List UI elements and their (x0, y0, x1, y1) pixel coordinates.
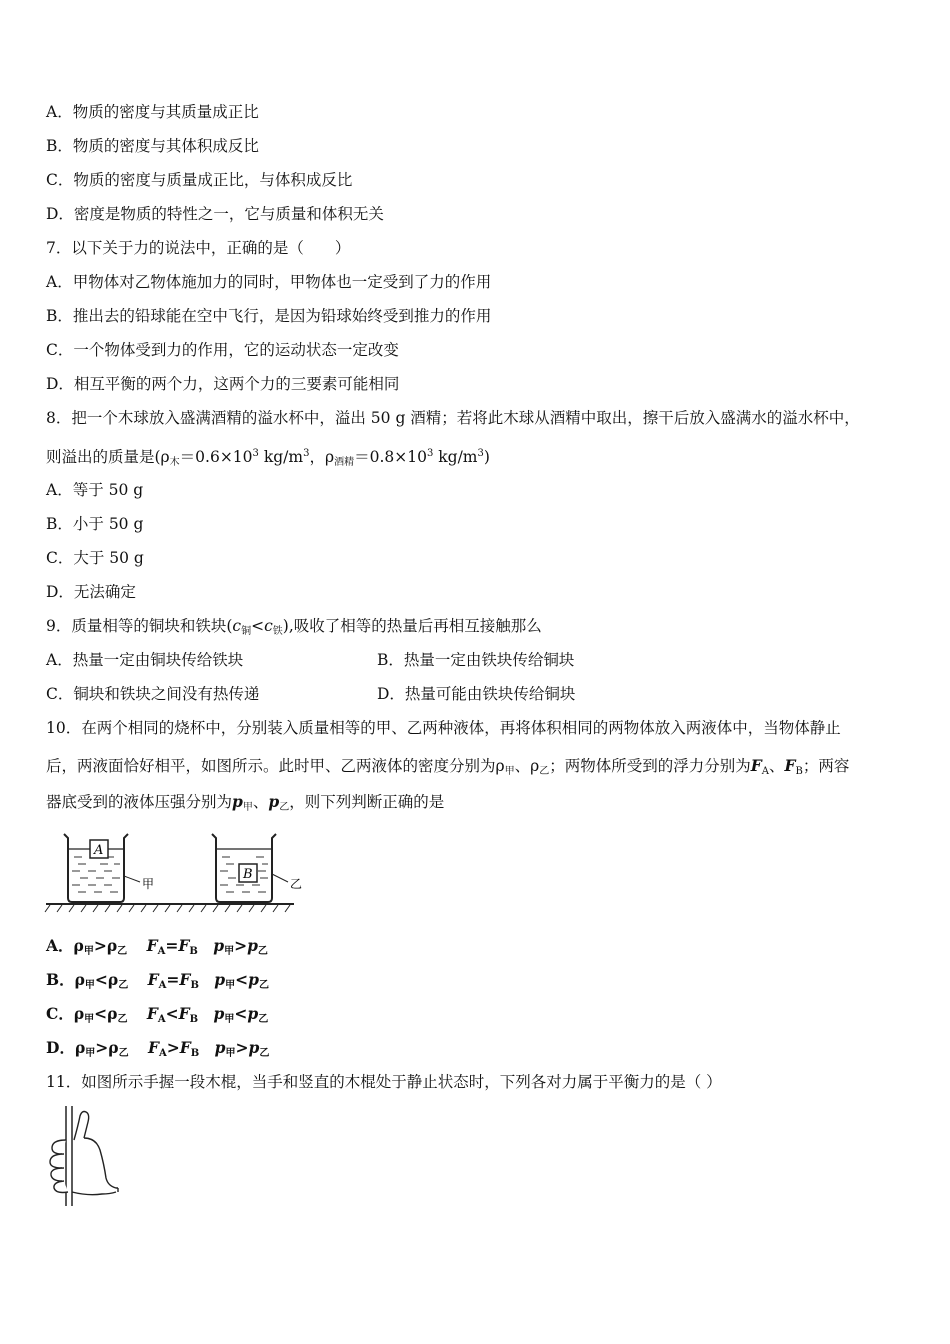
sub: 乙 (259, 1048, 270, 1059)
rho: ρ (74, 1038, 86, 1057)
operator: < (165, 1004, 179, 1023)
q10-sub: B (795, 766, 803, 777)
operator: < (235, 970, 249, 989)
pressure: p (214, 1038, 226, 1057)
force: F (147, 1038, 159, 1057)
q10-sub: A (761, 766, 770, 777)
sub: 甲 (84, 1014, 95, 1025)
option-label: C． (46, 1004, 74, 1023)
q10-sub: 乙 (279, 802, 290, 813)
q8-text: 则溢出的质量是(ρ (46, 448, 170, 466)
q7-option-b: B．推出去的铅球能在空中飞行，是因为铅球始终受到推力的作用 (46, 307, 492, 325)
operator: > (166, 1038, 180, 1057)
sub: 甲 (224, 1014, 235, 1025)
q10-text: 器底受到的液体压强分别为 (46, 793, 233, 811)
q9-symbol: c (232, 617, 242, 635)
q10-symbol: p (232, 792, 243, 811)
q10-sub: 乙 (539, 766, 550, 777)
q7-option-c: C．一个物体受到力的作用，它的运动状态一定改变 (46, 341, 399, 359)
force: F (178, 1004, 190, 1023)
q8-text: kg/m (433, 448, 478, 466)
force: F (146, 936, 158, 955)
option-label: A． (46, 936, 74, 955)
sub: 乙 (118, 980, 129, 991)
beaker-jia (64, 834, 154, 902)
q10-stem-line3 (46, 792, 444, 818)
q10-symbol: p (268, 792, 280, 811)
sub: 甲 (225, 980, 236, 991)
q11-stem: 11．如图所示手握一段木棍，当手和竖直的木棍处于静止状态时，下列各对力属于平衡力的是（ ） (46, 1073, 722, 1091)
q10-sub: 甲 (242, 802, 253, 813)
pressure: p (247, 936, 258, 955)
operator: > (235, 1038, 249, 1057)
q8-text: ＝0.8×10 (354, 448, 427, 466)
rho: ρ (108, 1038, 119, 1057)
pressure: p (248, 970, 259, 989)
q7-option-d: D．相互平衡的两个力，这两个力的三要素可能相同 (46, 375, 400, 393)
q8-sub: 酒精 (334, 457, 355, 468)
q7-stem: 7．以下关于力的说法中，正确的是（ ） (46, 239, 351, 257)
sub: 乙 (117, 1014, 128, 1025)
rho: ρ (73, 936, 84, 955)
rho: ρ (107, 970, 119, 989)
block-a-label: A (94, 843, 104, 858)
pressure: p (214, 970, 226, 989)
sub: 甲 (84, 980, 95, 991)
sub: 乙 (118, 1048, 129, 1059)
q9-operator: < (251, 617, 265, 635)
q10-text: 、ρ (514, 757, 540, 775)
force: F (179, 970, 191, 989)
q10-text: 后，两液面恰好相平，如图所示。此时甲、乙两液体的密度分别为ρ (46, 757, 505, 775)
rho: ρ (74, 970, 85, 989)
sub: 甲 (85, 1048, 96, 1059)
sub: 甲 (83, 946, 94, 957)
operator: > (234, 936, 248, 955)
q9-symbol: c (264, 617, 273, 635)
operator: > (93, 936, 107, 955)
option-label: D． (46, 1038, 75, 1057)
q9-text: 9．质量相等的铜块和铁块( (46, 617, 233, 635)
q10-option-c (46, 1004, 268, 1030)
q10-text: 、 (252, 793, 269, 811)
sub: 乙 (258, 980, 269, 991)
q8-sup: 3 (252, 448, 259, 459)
hand-stick-figure (44, 1104, 124, 1208)
sub: 甲 (224, 946, 235, 957)
q10-stem-line2 (46, 756, 849, 782)
q9-sub: 铜 (241, 626, 252, 637)
q10-option-a (46, 936, 268, 962)
q8-text: ) (483, 448, 490, 466)
force: F (179, 1038, 191, 1057)
q6-option-a: A．物质的密度与其质量成正比 (46, 103, 259, 121)
pressure: p (248, 1038, 260, 1057)
q8-option-b: B．小于 50 g (46, 515, 144, 533)
sub: 乙 (258, 1014, 269, 1025)
sub: B (189, 946, 198, 957)
sub: B (189, 1014, 199, 1025)
q8-stem-line2 (46, 444, 490, 473)
q10-sub: 甲 (504, 766, 515, 777)
sub: 乙 (257, 946, 268, 957)
q8-text: ＝0.6×10 (179, 448, 253, 466)
label-yi: 乙 (290, 877, 303, 891)
q8-sub: 木 (169, 457, 180, 468)
option-label: B． (46, 970, 75, 989)
q10-symbol: F (750, 756, 762, 775)
q8-option-d: D．无法确定 (46, 583, 136, 601)
pressure: p (247, 1004, 259, 1023)
pressure: p (213, 936, 225, 955)
q9-option-c: C．铜块和铁块之间没有热传递 (46, 685, 260, 703)
q9-sub: 铁 (272, 626, 283, 637)
q6-option-d: D．密度是物质的特性之一，它与质量和体积无关 (46, 205, 384, 223)
q8-option-c: C．大于 50 g (46, 549, 144, 567)
q8-stem-line1: 8．把一个木球放入盛满酒精的溢水杯中，溢出 50 g 酒精；若将此木球从酒精中取出，擦干后放入盛满水的溢水杯中， (46, 409, 860, 427)
q8-sup: 3 (477, 448, 484, 459)
q8-sup: 3 (426, 448, 434, 459)
sub: A (159, 1048, 167, 1059)
operator: < (94, 970, 108, 989)
q9-option-a: A．热量一定由铜块传给铁块 (46, 651, 244, 669)
q10-symbol: F (784, 756, 796, 775)
q10-text: 、 (769, 757, 785, 775)
rho: ρ (73, 1004, 85, 1023)
q10-stem-line1: 10．在两个相同的烧杯中，分别装入质量相等的甲、乙两种液体，再将体积相同的两物体放入两液体中，当物体静止 (46, 719, 841, 737)
sub: B (190, 1048, 200, 1059)
rho: ρ (107, 1004, 118, 1023)
q9-stem (46, 616, 542, 642)
force: F (178, 936, 190, 955)
sub: 甲 (225, 1048, 236, 1059)
block-b-label: B (243, 867, 253, 882)
operator: < (94, 1004, 108, 1023)
q6-option-b: B．物质的密度与其体积成反比 (46, 137, 259, 155)
q10-option-b (46, 970, 269, 996)
operator: = (165, 936, 179, 955)
q8-sup: 3 (303, 448, 310, 459)
sub: 乙 (117, 946, 128, 957)
sub: A (157, 1014, 166, 1025)
beakers-figure (44, 826, 304, 914)
q9-option-d: D．热量可能由铁块传给铜块 (377, 685, 576, 703)
sub: B (190, 980, 199, 991)
force: F (147, 970, 159, 989)
q10-option-d (46, 1038, 269, 1064)
q10-text: ，则下列判断正确的是 (289, 793, 445, 811)
sub: A (157, 946, 166, 957)
operator: > (95, 1038, 109, 1057)
q8-text: kg/m (258, 448, 304, 466)
rho: ρ (106, 936, 118, 955)
operator: = (166, 970, 180, 989)
sub: A (158, 980, 167, 991)
pressure: p (213, 1004, 225, 1023)
label-jia: 甲 (142, 877, 155, 891)
q7-option-a: A．甲物体对乙物体施加力的同时，甲物体也一定受到了力的作用 (46, 273, 492, 291)
q9-text: ),吸收了相等的热量后再相互接触那么 (282, 617, 542, 635)
q8-option-a: A．等于 50 g (46, 481, 144, 499)
beaker-yi (212, 834, 302, 902)
force: F (146, 1004, 158, 1023)
operator: < (234, 1004, 248, 1023)
q8-text: ，ρ (309, 448, 335, 466)
q10-text: ；两物体所受到的浮力分别为 (549, 757, 751, 775)
q10-text: ；两容 (802, 757, 850, 775)
q6-option-c: C．物质的密度与质量成正比，与体积成反比 (46, 171, 353, 189)
q9-option-b: B．热量一定由铁块传给铜块 (377, 651, 575, 669)
